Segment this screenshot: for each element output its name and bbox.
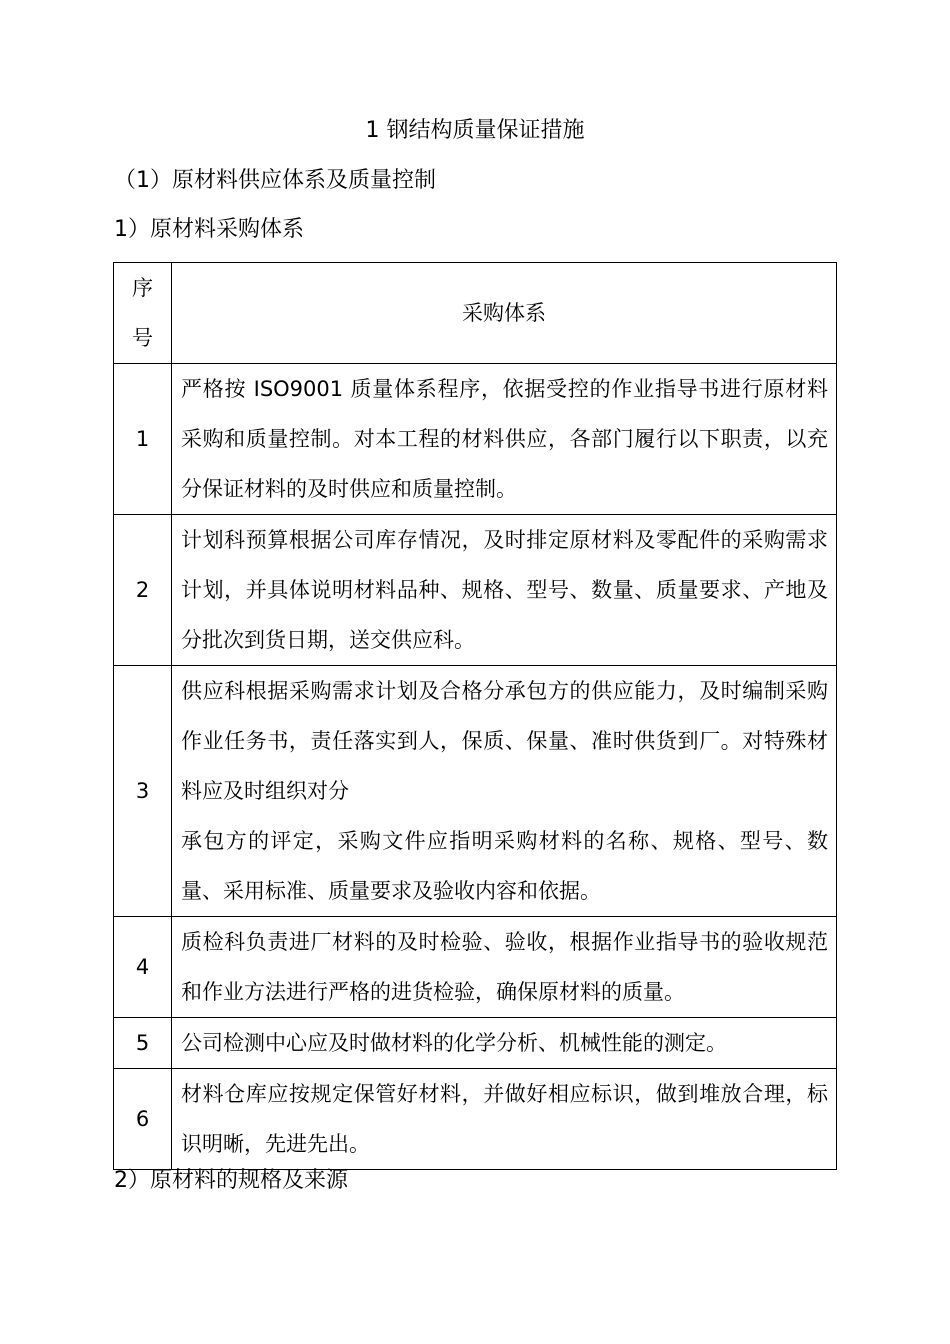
table-row xyxy=(114,1069,837,1170)
table-row xyxy=(114,1018,837,1069)
row-number: 2 xyxy=(114,515,172,666)
column-header-system: 采购体系 xyxy=(172,263,837,364)
procurement-table xyxy=(113,262,837,1170)
row-number: 3 xyxy=(114,666,172,917)
table-row xyxy=(114,515,837,666)
section-heading: （1）原材料供应体系及质量控制 xyxy=(114,168,436,193)
column-header-no xyxy=(114,263,172,364)
row-text: 质检科负责进厂材料的及时检验、验收，根据作业指导书的验收规范和作业方法进行严格的进货检验，确保原材料的质量。 xyxy=(172,917,837,1018)
row-text: 严格按 ISO9001 质量体系程序，依据受控的作业指导书进行原材料采购和质量控制。对本工程的材料供应，各部门履行以下职责，以充分保证材料的及时供应和质量控制。 xyxy=(172,364,837,515)
row-text xyxy=(172,666,837,917)
subsection-heading-procurement: 1）原材料采购体系 xyxy=(114,217,304,242)
column-header-no-line1: 序 xyxy=(132,276,153,300)
row-number: 4 xyxy=(114,917,172,1018)
row-number: 5 xyxy=(114,1018,172,1069)
table-header-row xyxy=(114,263,837,364)
row-text-part2: 承包方的评定，采购文件应指明采购材料的名称、规格、型号、数量、采用标准、质量要求及验收内容和依据。 xyxy=(181,829,828,903)
column-header-no-line2: 号 xyxy=(132,326,153,350)
row-text: 计划科预算根据公司库存情况，及时排定原材料及零配件的采购需求计划，并具体说明材料品种、规格、型号、数量、质量要求、产地及分批次到货日期，送交供应科。 xyxy=(172,515,837,666)
row-text-part1: 供应科根据采购需求计划及合格分承包方的供应能力，及时编制采购作业任务书，责任落实到人，保质、保量、准时供货到厂。对特殊材料应及时组织对分 xyxy=(181,679,828,803)
table-row xyxy=(114,666,837,917)
row-number: 6 xyxy=(114,1069,172,1170)
table-row xyxy=(114,364,837,515)
row-text: 公司检测中心应及时做材料的化学分析、机械性能的测定。 xyxy=(172,1018,837,1069)
row-text: 材料仓库应按规定保管好材料，并做好相应标识，做到堆放合理，标识明晰，先进先出。 xyxy=(172,1069,837,1170)
page-title: 1 钢结构质量保证措施 xyxy=(365,118,585,143)
row-number: 1 xyxy=(114,364,172,515)
subsection-heading-specs: 2）原材料的规格及来源 xyxy=(114,1168,348,1193)
table-row xyxy=(114,917,837,1018)
